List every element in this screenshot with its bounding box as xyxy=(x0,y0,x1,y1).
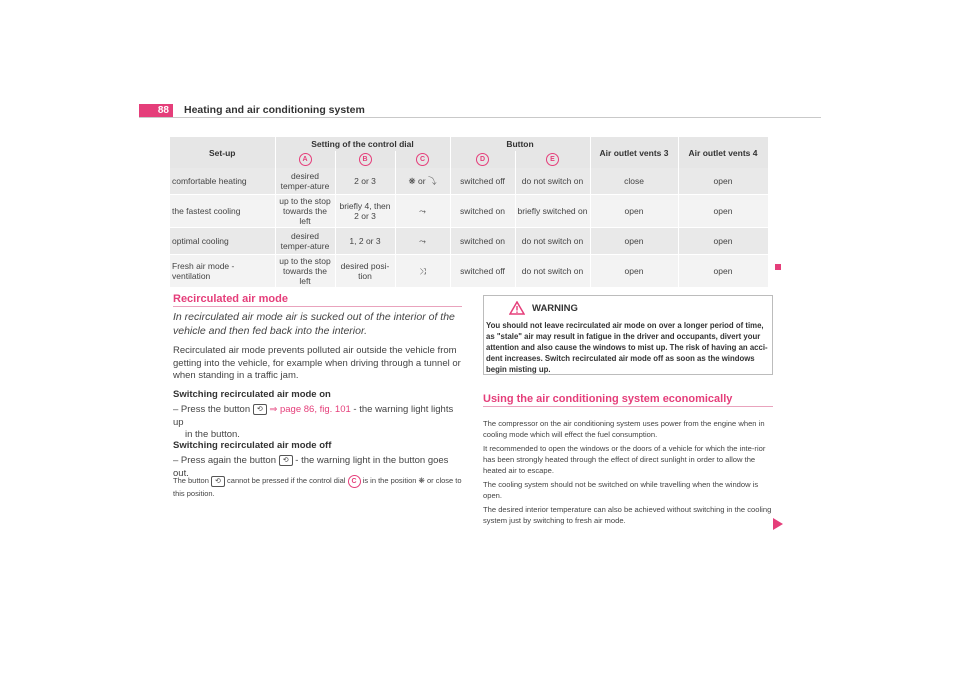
cell-c xyxy=(395,228,450,255)
header-dial: Setting of the control dial xyxy=(275,137,450,151)
label-b: B xyxy=(359,153,372,166)
cell-e: do not switch on xyxy=(515,255,590,288)
label-c: C xyxy=(416,153,429,166)
warning-text: You should not leave recirculated air mode on over a longer period of time, as "stale" air may result in fatigue in the driver and occupants, divert your attention and also cause the windows to mist up. The risk of having an acci-dent increases. Switch recirculated air mode off as soon as the windows begin misting up. xyxy=(486,321,768,374)
header-vents4: Air outlet vents 4 xyxy=(678,137,768,168)
cell-c xyxy=(395,195,450,228)
cell-v4: open xyxy=(678,228,768,255)
section-title-recirculated: Recirculated air mode xyxy=(173,293,288,305)
cell-setup: Fresh air mode - ventilation xyxy=(170,255,275,288)
label-e: E xyxy=(546,153,559,166)
paragraph: The cooling system should not be switched on while travelling when the window is open. xyxy=(483,480,759,500)
off-heading: Switching recirculated air mode off xyxy=(173,440,332,451)
cell-e: do not switch on xyxy=(515,168,590,195)
cell-c xyxy=(395,255,450,288)
cell-c xyxy=(395,168,450,195)
header-divider xyxy=(139,117,821,118)
cell-b: desired posi-tion xyxy=(335,255,395,288)
header-setup: Set-up xyxy=(170,137,275,168)
cell-v3: open xyxy=(590,228,678,255)
on-step-cont: in the button. xyxy=(185,429,240,441)
table-row xyxy=(170,168,768,195)
settings-table xyxy=(170,137,769,288)
note-post: or close to this position. xyxy=(173,476,462,498)
lead-text: In recirculated air mode air is sucked out of the interior of the vehicle and then fed back into the interior. xyxy=(173,311,455,337)
note-mid: cannot be pressed if the control dial xyxy=(227,476,346,485)
upper-and-foot-vent-icon: ⤨ xyxy=(419,265,426,276)
defrost-icon: ❋ xyxy=(418,476,425,485)
cell-c-or: or xyxy=(418,176,426,186)
cell-v4: open xyxy=(678,195,768,228)
note-mid2: is in the position xyxy=(362,476,417,485)
cell-d: switched off xyxy=(450,255,515,288)
header-button: Button xyxy=(450,137,590,151)
defrost-icon: ❋ xyxy=(408,176,416,186)
cell-e: do not switch on xyxy=(515,228,590,255)
upper-body-vent-icon: ⤳ xyxy=(419,205,426,216)
header-vents3: Air outlet vents 3 xyxy=(590,137,678,168)
footwell-icon: ⤵ xyxy=(427,176,437,186)
note-text xyxy=(173,475,465,499)
off-step-text: – Press again the button xyxy=(173,455,276,467)
page-title: Heating and air conditioning system xyxy=(184,104,365,116)
paragraph: It recommended to open the windows or the doors of a vehicle for which the inte-rior has been strongly heated through the effect of direct sunlight in order to allow the heated air to escape. xyxy=(483,444,766,475)
on-step-post: - the warning light lights up xyxy=(173,404,454,428)
cell-setup: the fastest cooling xyxy=(170,195,275,228)
cell-e: briefly switched on xyxy=(515,195,590,228)
recirculation-button-icon: ⟲ xyxy=(253,404,267,415)
cell-b: 2 or 3 xyxy=(335,168,395,195)
on-step xyxy=(173,404,465,442)
cell-b: 1, 2 or 3 xyxy=(335,228,395,255)
section-divider xyxy=(173,306,462,307)
paragraph: The desired interior temperature can also be achieved without switching in the cooling system just by switching to fresh air mode. xyxy=(483,505,772,525)
cell-a: up to the stop towards the left xyxy=(275,255,335,288)
cell-v3: open xyxy=(590,255,678,288)
cell-a: up to the stop towards the left xyxy=(275,195,335,228)
recirculation-button-icon: ⟲ xyxy=(211,476,225,487)
body-text: Recirculated air mode prevents polluted air outside the vehicle from getting into the vehicle, for example when driving through a tunnel or when standing in a traffic jam. xyxy=(173,345,461,381)
cell-v3: close xyxy=(590,168,678,195)
section-divider xyxy=(483,406,773,407)
cell-b: briefly 4, then 2 or 3 xyxy=(335,195,395,228)
off-step-post: - the warning light in the button goes out. xyxy=(173,455,449,479)
cell-d: switched on xyxy=(450,195,515,228)
cell-d: switched on xyxy=(450,228,515,255)
label-a: A xyxy=(299,153,312,166)
cell-a: desired temper-ature xyxy=(275,168,335,195)
cell-v3: open xyxy=(590,195,678,228)
next-page-arrow-icon xyxy=(773,518,783,530)
cell-a: desired temper-ature xyxy=(275,228,335,255)
page-number: 88 xyxy=(139,104,173,118)
cell-setup: optimal cooling xyxy=(170,228,275,255)
end-marker xyxy=(775,264,781,270)
warning-header xyxy=(484,296,772,316)
paragraph: The compressor on the air conditioning system uses power from the engine when in cooling mode which will effect the fuel consumption. xyxy=(483,419,765,439)
upper-body-vent-icon: ⤳ xyxy=(419,235,426,246)
section-title-economical: Using the air conditioning system economically xyxy=(483,393,733,405)
label-d: D xyxy=(476,153,489,166)
warning-icon xyxy=(509,301,525,315)
cell-v4: open xyxy=(678,255,768,288)
table-row xyxy=(170,228,768,255)
cell-d: switched off xyxy=(450,168,515,195)
recirculation-button-icon: ⟲ xyxy=(279,455,293,466)
table-row xyxy=(170,255,768,288)
on-heading: Switching recirculated air mode on xyxy=(173,389,331,400)
on-step-text: – Press the button xyxy=(173,404,251,416)
label-c: C xyxy=(348,475,361,488)
warning-title: WARNING xyxy=(532,303,578,314)
table-row xyxy=(170,195,768,228)
page-link[interactable]: ⇒ page 86, fig. 101 xyxy=(269,404,351,416)
warning-box xyxy=(483,295,773,375)
cell-setup: comfortable heating xyxy=(170,168,275,195)
cell-v4: open xyxy=(678,168,768,195)
note-pre: The button xyxy=(173,476,209,485)
